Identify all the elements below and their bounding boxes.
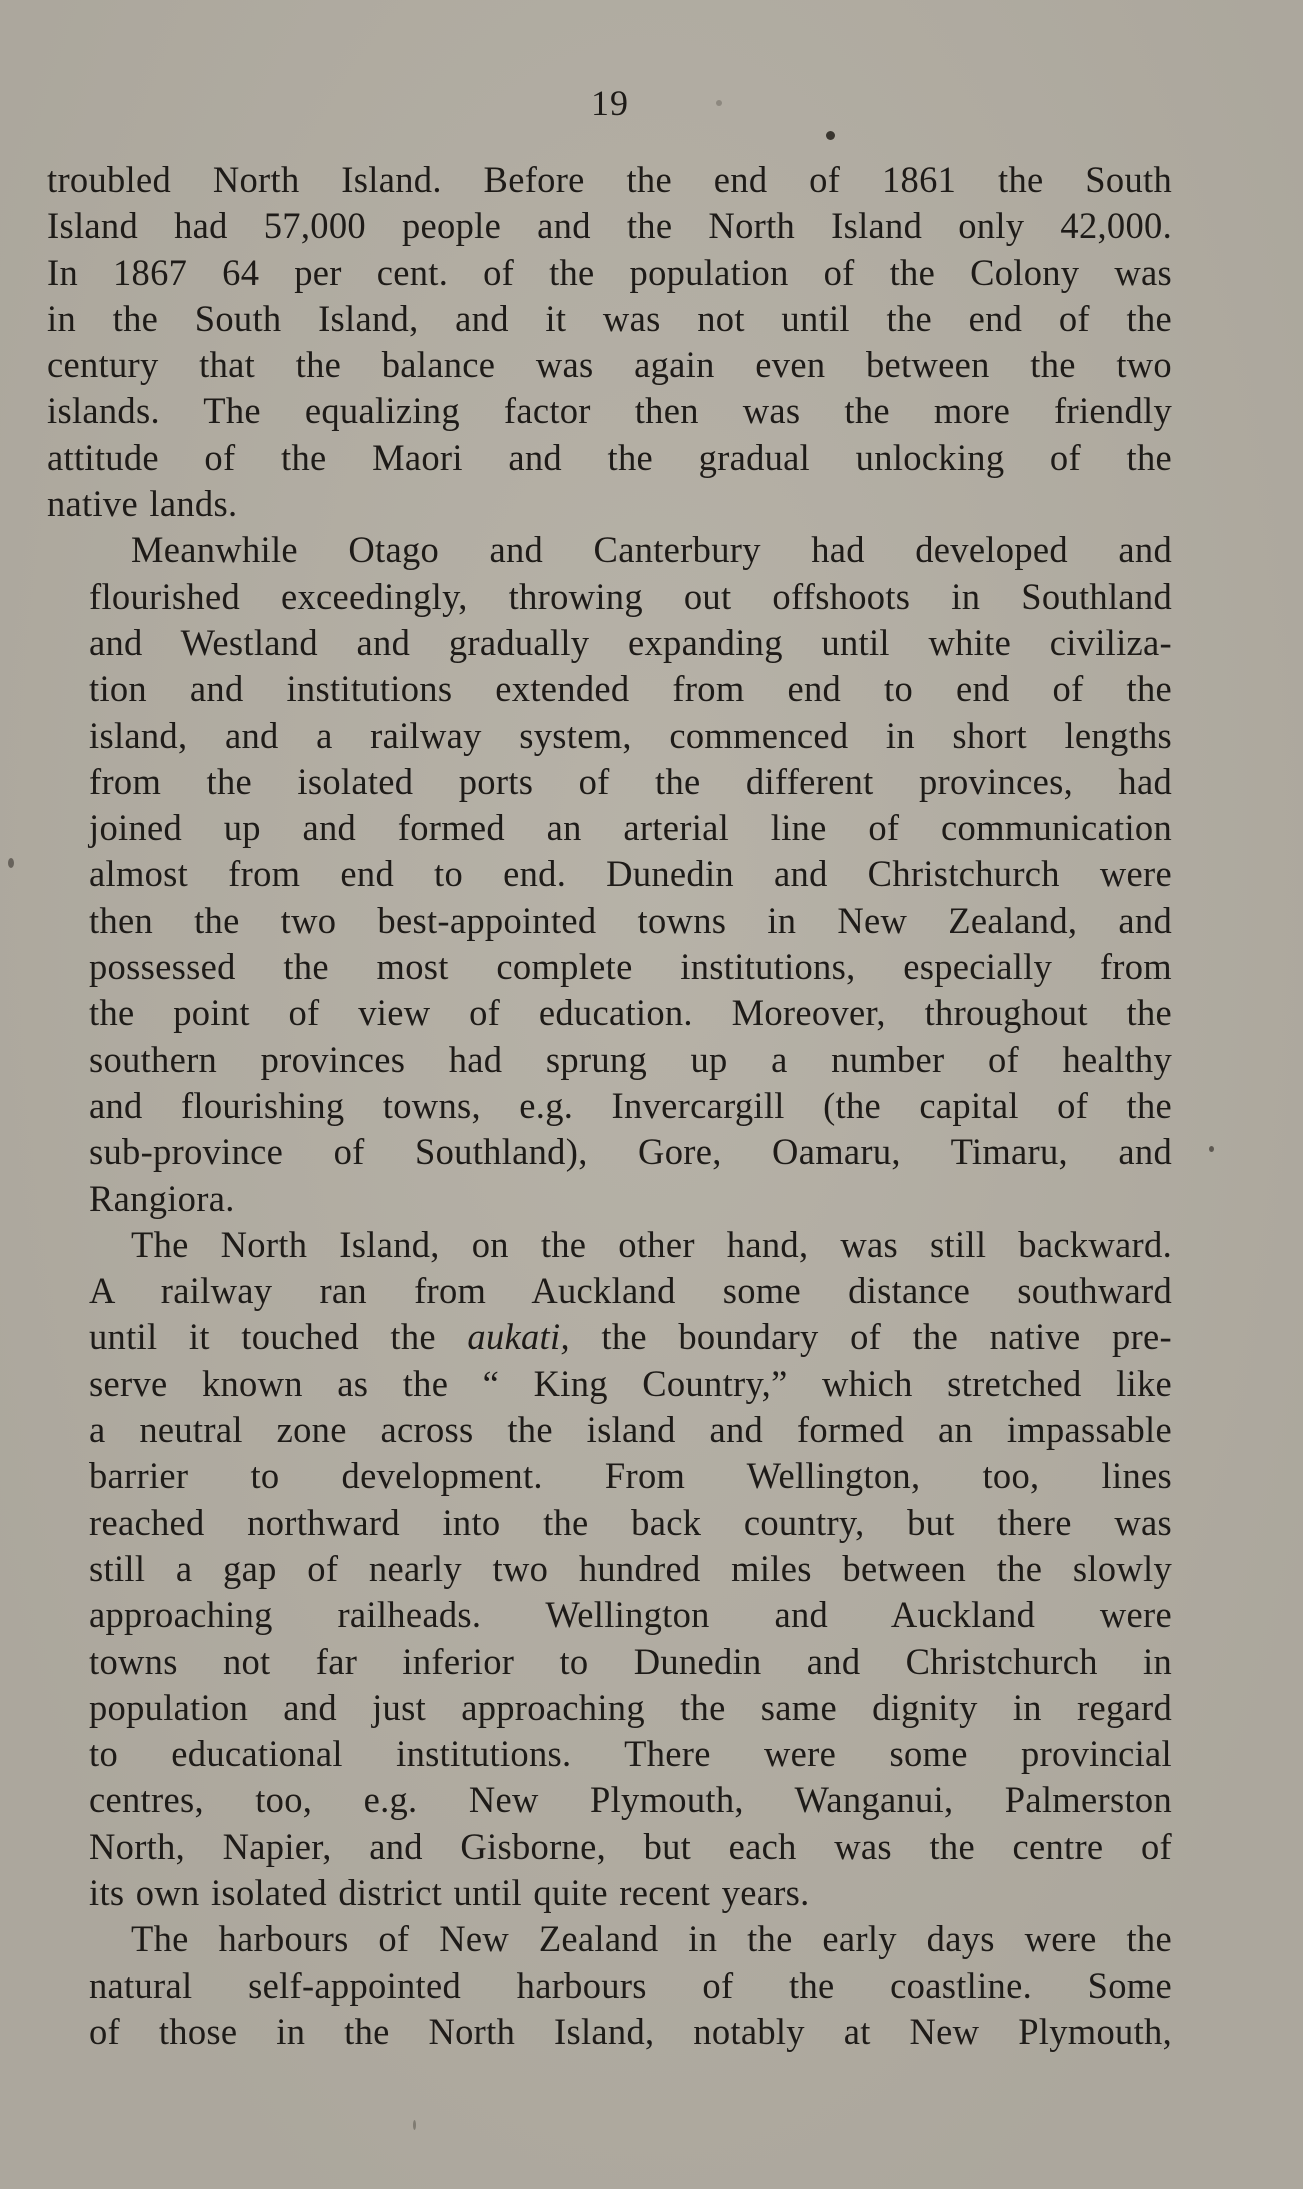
text-line: barrier to development. From Wellington, too, lines — [89, 1455, 1172, 1497]
text-line: almost from end to end. Dunedin and Christchurch were — [89, 853, 1172, 895]
text-fragment: the boundary of the native pre- — [601, 1316, 1172, 1358]
text-line: the point of view of education. Moreover, throughout the — [89, 992, 1172, 1034]
paragraph-3 — [47, 1222, 1172, 1916]
italic-term: aukati, — [467, 1316, 570, 1358]
text-line: North, Napier, and Gisborne, but each was the centre of — [89, 1825, 1172, 1867]
paper-speck — [413, 2120, 416, 2130]
text-line: native lands. — [47, 483, 238, 525]
paper-speck — [826, 131, 835, 140]
text-line-with-italic — [47, 1314, 1172, 1360]
text-line: reached northward into the back country, but there was — [89, 1501, 1172, 1543]
text-line: The North Island, on the other hand, was still backward. — [131, 1223, 1172, 1265]
text-line: a neutral zone across the island and formed an impassable — [89, 1409, 1172, 1451]
page-number: 19 — [591, 83, 629, 123]
text-line: to educational institutions. There were some provincial — [89, 1733, 1172, 1775]
text-line: and Westland and gradually expanding until white civiliza- — [89, 621, 1172, 663]
text-line: century that the balance was again even between the two — [47, 344, 1172, 386]
text-line: then the two best-appointed towns in New Zealand, and — [89, 899, 1172, 941]
paper-speck — [716, 100, 722, 106]
text-line: still a gap of nearly two hundred miles between the slowly — [89, 1547, 1172, 1589]
text-line: serve known as the “ King Country,” which stretched like — [89, 1362, 1172, 1404]
text-line: In 1867 64 per cent. of the population of the Colony was — [47, 251, 1172, 293]
text-line: islands. The equalizing factor then was the more friendly — [47, 390, 1172, 432]
text-line: troubled North Island. Before the end of 1861 the South — [47, 159, 1172, 200]
text-line: A railway ran from Auckland some distance southward — [89, 1270, 1172, 1312]
paper-speck — [8, 858, 14, 868]
paragraph-2 — [47, 527, 1172, 1221]
paragraph-1 — [47, 157, 1172, 527]
text-line: Rangiora. — [89, 1177, 235, 1219]
text-line: approaching railheads. Wellington and Auckland were — [89, 1594, 1172, 1636]
text-line: of those in the North Island, notably at New Plymouth, — [89, 2010, 1172, 2052]
text-line: its own isolated district until quite recent years. — [89, 1871, 810, 1913]
text-line: tion and institutions extended from end to end of the — [89, 668, 1172, 710]
paper-speck — [1209, 1146, 1214, 1152]
body-text — [47, 157, 1172, 2055]
text-line: Meanwhile Otago and Canterbury had developed and — [131, 529, 1172, 571]
text-line: and flourishing towns, e.g. Invercargill (the capital of the — [89, 1084, 1172, 1126]
text-line: from the isolated ports of the different provinces, had — [89, 760, 1172, 802]
text-line: population and just approaching the same dignity in regard — [89, 1686, 1172, 1728]
text-line: joined up and formed an arterial line of communication — [89, 807, 1172, 849]
text-line: island, and a railway system, commenced in short lengths — [89, 714, 1172, 756]
text-line: Island had 57,000 people and the North Island only 42,000. — [47, 205, 1172, 247]
text-line: southern provinces had sprung up a number of healthy — [89, 1038, 1172, 1080]
text-line: in the South Island, and it was not until the end of the — [47, 297, 1172, 339]
text-line: centres, too, e.g. New Plymouth, Wanganui, Palmerston — [89, 1779, 1172, 1821]
text-line: natural self-appointed harbours of the coastline. Some — [89, 1964, 1172, 2006]
text-line: possessed the most complete institutions, especially from — [89, 946, 1172, 988]
paragraph-4 — [47, 1916, 1172, 2055]
text-line: The harbours of New Zealand in the early days were the — [131, 1918, 1172, 1960]
text-fragment: until it touched the — [89, 1316, 436, 1358]
text-line: flourished exceedingly, throwing out offshoots in Southland — [89, 575, 1172, 617]
text-line: towns not far inferior to Dunedin and Christchurch in — [89, 1640, 1172, 1682]
text-line: sub-province of Southland), Gore, Oamaru, Timaru, and — [89, 1131, 1172, 1173]
text-line: attitude of the Maori and the gradual unlocking of the — [47, 436, 1172, 478]
